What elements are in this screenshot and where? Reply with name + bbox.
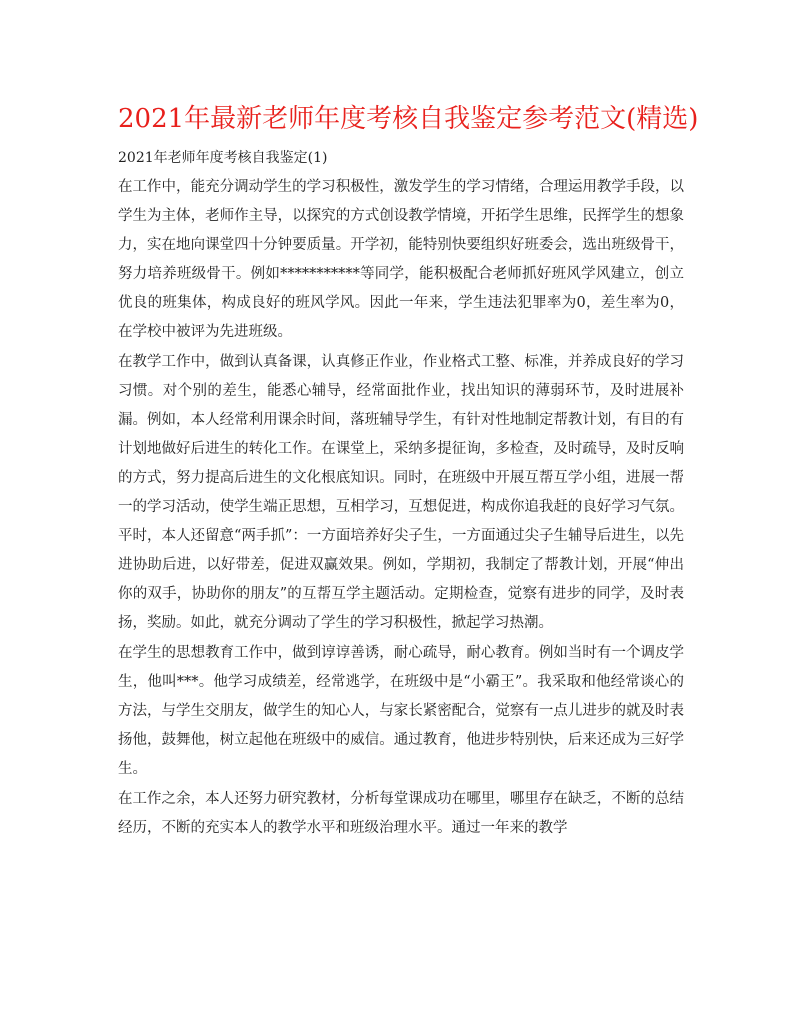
paragraph-2: 在教学工作中，做到认真备课，认真修正作业，作业格式工整、标准，并养成良好的学习习惯。对个别的差生，能悉心辅导，经常面批作业，找出知识的薄弱环节，及时进展补漏。例如，本人经常利用课余时间，落班辅导学生，有针对性地制定帮教计划，有目的有计划地做好后进生的转化工作。在课堂上，采纳多提征询，多检查，及时疏导，及时反响的方式，努力提高后进生的文化根底知识。同时，在班级中开展互帮互学小组，进展一帮一的学习活动，使学生端正思想，互相学习，互想促进，构成你追我赶的良好学习气氛。平时，本人还留意“两手抓”：一方面培养好尖子生，一方面通过尖子生辅导后进生，以先进协助后进，以好带差，促进双赢效果。例如，学期初，我制定了帮教计划，开展“伸出你的双手，协助你的朋友”的互帮互学主题活动。定期检查，觉察有进步的同学，及时表扬，奖励。如此，就充分调动了学生的学习积极性，掀起学习热潮。: [118, 354, 684, 631]
paragraph-4: 在工作之余，本人还努力研究教材，分析每堂课成功在哪里，哪里存在缺乏，不断的总结经历，不断的充实本人的教学水平和班级治理水平。通过一年来的教学: [118, 791, 684, 836]
document-page: [118, 98, 699, 844]
document-title: 2021年最新老师年度考核自我鉴定参考范文(精选): [118, 104, 699, 134]
paragraph-1: 在工作中，能充分调动学生的学习积极性，激发学生的学习情绪，合理运用教学手段，以学生为主体，老师作主导，以探究的方式创设教学情境，开拓学生思维，民挥学生的想象力，实在地向课堂四十分钟要质量。开学初，能特别快要组织好班委会，选出班级骨干，努力培养班级骨干。例如***********等同学，能积极配合老师抓好班风学风建立，创立优良的班集体，构成良好的班风学风。因此一年来，学生违法犯罪率为0，差生率为0，在学校中被评为先进班级。: [118, 179, 684, 340]
paragraph-3: 在学生的思想教育工作中，做到谆谆善诱，耐心疏导，耐心教育。例如当时有一个调皮学生，他叫***。他学习成绩差，经常逃学，在班级中是“小霸王”。我采取和他经常谈心的方法，与学生交朋友，做学生的知心人，与家长紧密配合，觉察有一点儿进步的就及时表扬他，鼓舞他，树立起他在班级中的威信。通过教育，他进步特别快，后来还成为三好学生。: [118, 645, 684, 777]
document-subtitle: 2021年老师年度考核自我鉴定(1): [118, 150, 328, 166]
